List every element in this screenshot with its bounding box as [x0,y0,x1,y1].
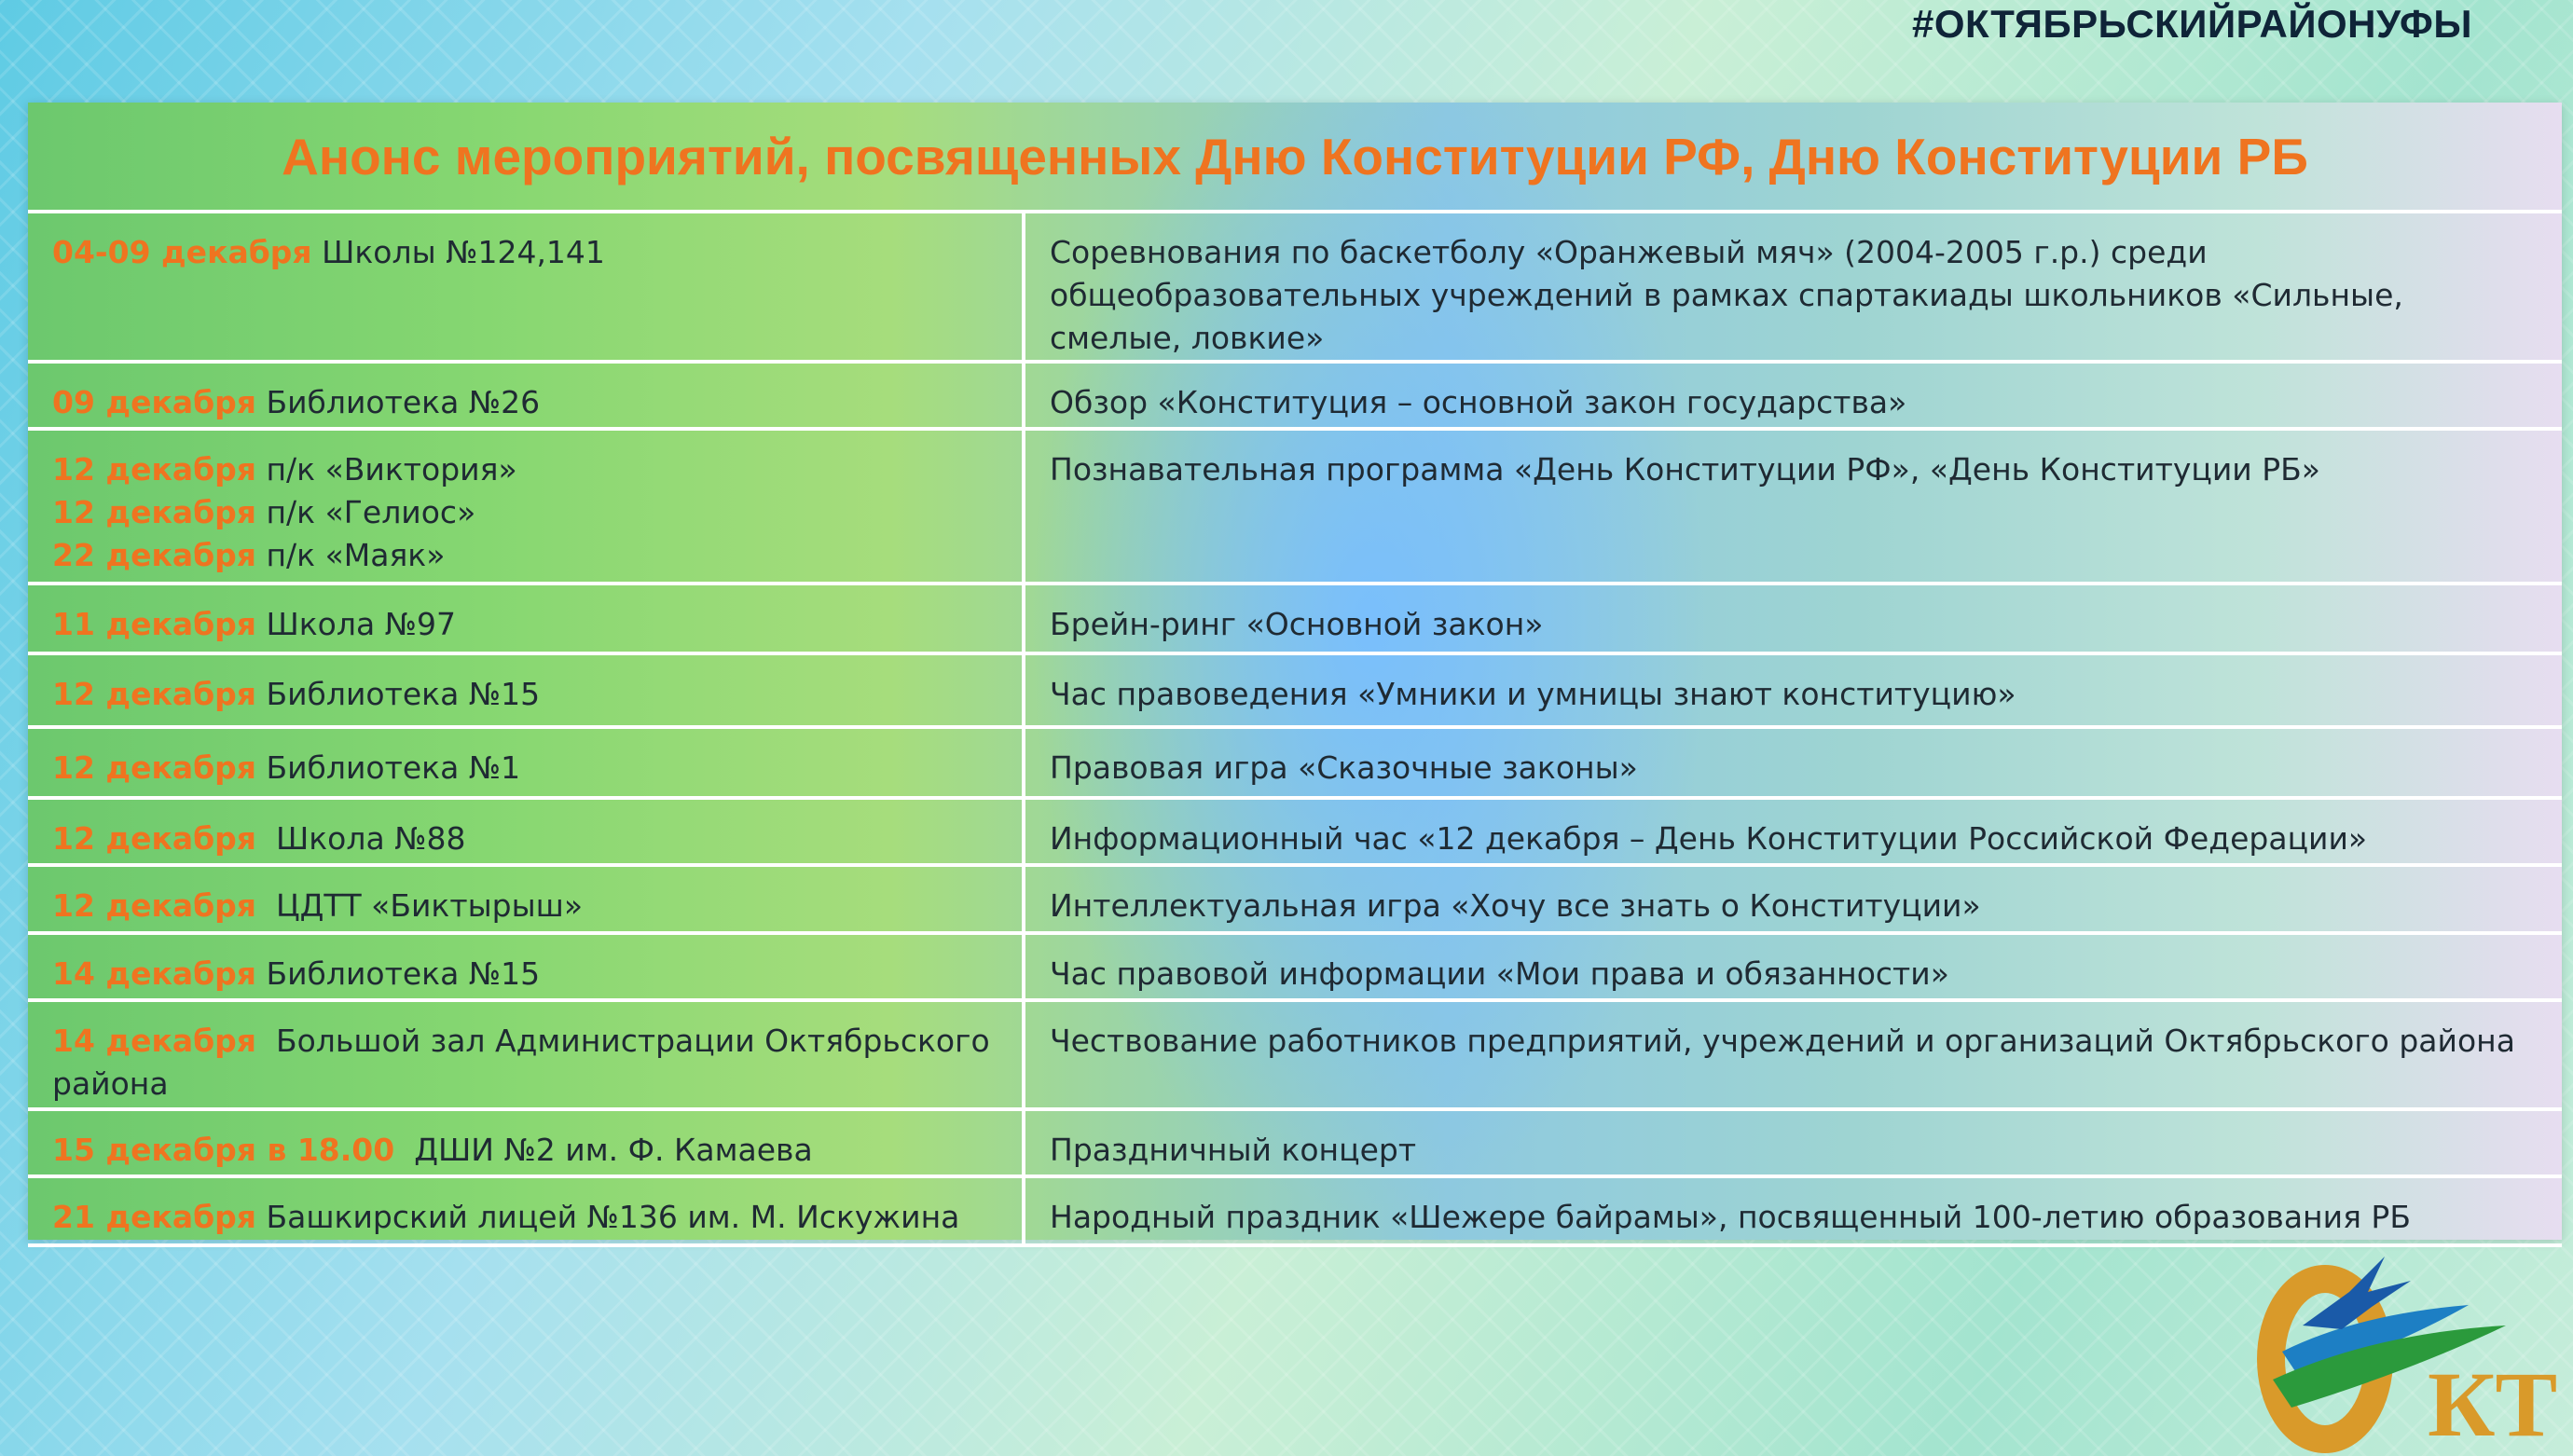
date-place-cell [28,584,1024,653]
event-place: ЦДТТ «Биктырыш» [255,887,584,924]
date-place-cell [28,362,1024,429]
event-description: Информационный час «12 декабря – День Конституции Российской Федерации» [1024,798,2562,865]
date-place-cell [28,865,1024,933]
event-description: Праздничный концерт [1024,1109,2562,1176]
table-row [28,865,2562,933]
event-place: Библиотека №15 [255,676,541,712]
event-date: 12 декабря [52,887,256,924]
table-row [28,1000,2562,1109]
hashtag: #ОКТЯБРЬСКИЙРАЙОНУФЫ [1911,2,2472,46]
announcement-board [28,103,2562,1240]
date-place-line [52,817,998,860]
event-place: Школа №88 [255,820,466,857]
table-row [28,213,2562,362]
event-place: Башкирский лицей №136 им. М. Искужина [255,1199,960,1235]
event-description: Интеллектуальная игра «Хочу все знать о Конституции» [1024,865,2562,933]
event-description: Народный праздник «Шежере байрамы», посвященный 100-летию образования РБ [1024,1176,2562,1245]
event-description: Соревнования по баскетболу «Оранжевый мяч» (2004-2005 г.р.) среди общеобразовательных учреждений в рамках спартакиады школьников «Сильные, смелые, ловкие» [1024,213,2562,362]
event-place: Библиотека №15 [255,955,541,992]
event-date: 12 декабря [52,820,256,857]
event-date: 14 декабря [52,955,256,992]
date-place-cell [28,798,1024,865]
event-description: Обзор «Конституция – основной закон государства» [1024,362,2562,429]
event-date: 04-09 декабря [52,234,312,270]
event-place: п/к «Маяк» [255,537,446,573]
event-place: Школа №97 [255,606,456,642]
table-row [28,653,2562,727]
date-place-cell [28,1000,1024,1109]
date-place-line [52,673,998,716]
table-row [28,933,2562,1000]
title-bar [28,103,2562,213]
event-date: 21 декабря [52,1199,256,1235]
table-row [28,584,2562,653]
event-place: п/к «Виктория» [255,451,517,488]
event-place: Большой зал Администрации Октябрьского района [52,1023,1000,1102]
event-description: Брейн-ринг «Основной закон» [1024,584,2562,653]
date-place-cell [28,429,1024,584]
okt-logo [2245,1240,2573,1456]
event-date: 09 декабря [52,384,256,420]
date-place-line [52,747,998,790]
event-date: 12 декабря [52,676,256,712]
date-place-line [52,381,998,424]
date-place-line [52,491,998,534]
events-table [28,213,2562,1247]
event-place: Школы №124,141 [311,234,605,270]
date-place-cell [28,1176,1024,1245]
date-place-line [52,1196,998,1239]
date-place-cell [28,727,1024,798]
event-date: 15 декабря в 18.00 [52,1132,395,1168]
event-description: Чествование работников предприятий, учреждений и организаций Октябрьского района [1024,1000,2562,1109]
date-place-cell [28,1109,1024,1176]
event-date: 11 декабря [52,606,256,642]
page-title: Анонс мероприятий, посвященных Дню Конституции РФ, Дню Конституции РБ [282,127,2308,185]
table-row [28,727,2562,798]
event-place: Библиотека №26 [255,384,541,420]
event-description: Правовая игра «Сказочные законы» [1024,727,2562,798]
event-place: п/к «Гелиос» [255,494,476,530]
date-place-cell [28,213,1024,362]
date-place-line [52,885,998,927]
date-place-cell [28,653,1024,727]
logo-letters: КТ [2428,1353,2558,1456]
event-date: 22 декабря [52,537,256,573]
table-row [28,798,2562,865]
date-place-line [52,231,998,274]
date-place-line [52,603,998,646]
date-place-line [52,1020,998,1106]
event-date: 12 декабря [52,494,256,530]
event-date: 14 декабря [52,1023,256,1059]
table-row [28,429,2562,584]
date-place-line [52,1129,998,1172]
event-description: Час правовой информации «Мои права и обязанности» [1024,933,2562,1000]
event-date: 12 декабря [52,749,256,786]
event-description: Познавательная программа «День Конституции РФ», «День Конституции РБ» [1024,429,2562,584]
table-row [28,1109,2562,1176]
event-place: Библиотека №1 [255,749,521,786]
date-place-line [52,448,998,491]
date-place-line [52,953,998,996]
event-description: Час правоведения «Умники и умницы знают конституцию» [1024,653,2562,727]
table-row [28,362,2562,429]
event-date: 12 декабря [52,451,256,488]
date-place-line [52,534,998,577]
date-place-cell [28,933,1024,1000]
event-place: ДШИ №2 им. Ф. Камаева [394,1132,813,1168]
table-row [28,1176,2562,1245]
